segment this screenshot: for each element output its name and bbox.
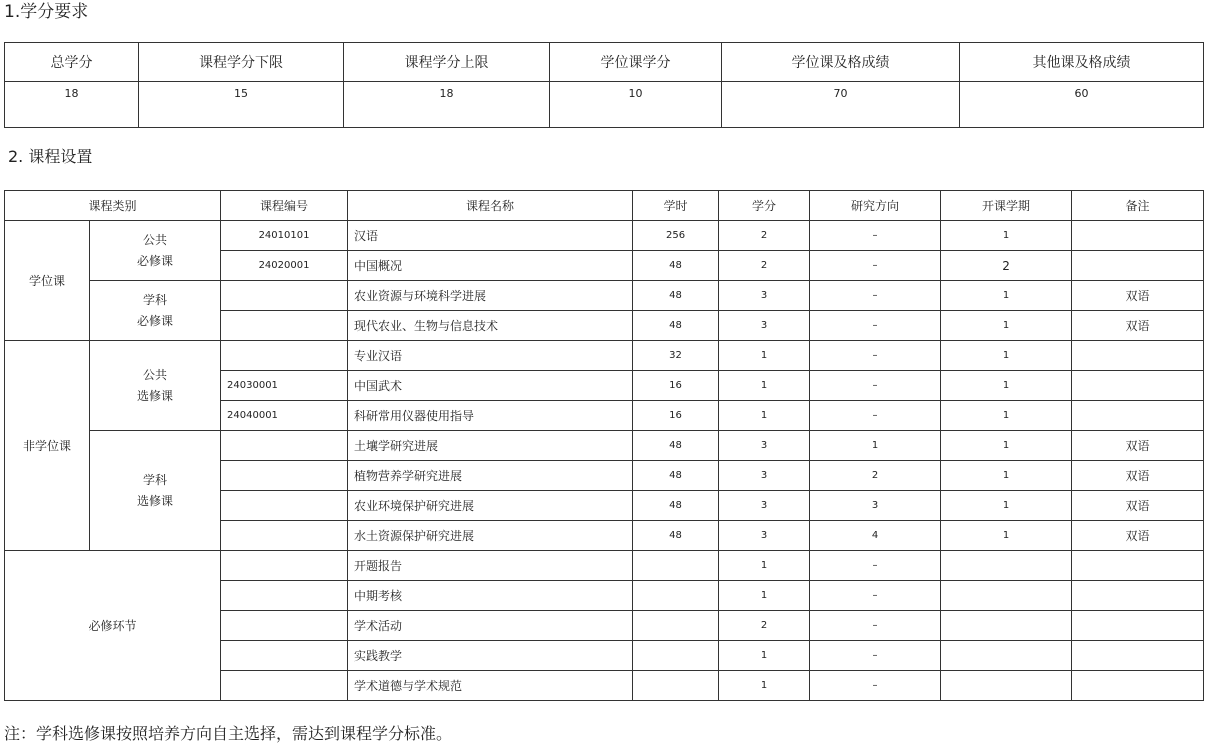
course-credit: 2 bbox=[719, 221, 810, 251]
header-direction: 研究方向 bbox=[810, 191, 941, 221]
course-credit: 1 bbox=[719, 401, 810, 431]
course-credit: 1 bbox=[719, 341, 810, 371]
course-term: 1 bbox=[941, 491, 1072, 521]
value-other-pass-score: 60 bbox=[960, 82, 1204, 128]
header-course-credit-min: 课程学分下限 bbox=[139, 43, 344, 82]
header-course-credit-max: 课程学分上限 bbox=[344, 43, 550, 82]
course-note bbox=[1072, 341, 1204, 371]
value-course-credit-min: 15 bbox=[139, 82, 344, 128]
course-hours: 48 bbox=[633, 521, 719, 551]
course-direction: – bbox=[810, 281, 941, 311]
course-direction: – bbox=[810, 671, 941, 701]
course-term: 1 bbox=[941, 371, 1072, 401]
course-note bbox=[1072, 221, 1204, 251]
course-credit: 3 bbox=[719, 521, 810, 551]
course-code bbox=[221, 611, 348, 641]
course-direction: 4 bbox=[810, 521, 941, 551]
course-note bbox=[1072, 581, 1204, 611]
course-header-row bbox=[5, 191, 1204, 221]
course-name: 开题报告 bbox=[348, 551, 633, 581]
course-hours bbox=[633, 551, 719, 581]
course-code bbox=[221, 551, 348, 581]
course-name: 现代农业、生物与信息技术 bbox=[348, 311, 633, 341]
subgroup-public-elective: 公共 选修课 bbox=[90, 341, 221, 431]
group-degree-courses: 学位课 bbox=[5, 221, 90, 341]
course-credit: 1 bbox=[719, 581, 810, 611]
value-course-credit-max: 18 bbox=[344, 82, 550, 128]
course-hours: 16 bbox=[633, 401, 719, 431]
header-other-pass-score: 其他课及格成绩 bbox=[960, 43, 1204, 82]
course-code bbox=[221, 281, 348, 311]
course-name: 中国概况 bbox=[348, 251, 633, 281]
course-code bbox=[221, 311, 348, 341]
course-term bbox=[941, 551, 1072, 581]
course-note: 双语 bbox=[1072, 521, 1204, 551]
header-degree-course-credits: 学位课学分 bbox=[550, 43, 722, 82]
credit-requirements-table bbox=[4, 42, 1204, 128]
course-note: 双语 bbox=[1072, 431, 1204, 461]
subgroup-public-required: 公共 必修课 bbox=[90, 221, 221, 281]
course-term: 1 bbox=[941, 221, 1072, 251]
course-name: 水土资源保护研究进展 bbox=[348, 521, 633, 551]
course-direction: – bbox=[810, 251, 941, 281]
course-code bbox=[221, 581, 348, 611]
group-non-degree-courses: 非学位课 bbox=[5, 341, 90, 551]
course-note bbox=[1072, 371, 1204, 401]
course-code: 24020001 bbox=[221, 251, 348, 281]
header-total-credits: 总学分 bbox=[5, 43, 139, 82]
course-term: 1 bbox=[941, 461, 1072, 491]
course-term bbox=[941, 581, 1072, 611]
header-category: 课程类别 bbox=[5, 191, 221, 221]
table-row bbox=[5, 281, 1204, 311]
course-note: 双语 bbox=[1072, 491, 1204, 521]
course-note: 双语 bbox=[1072, 311, 1204, 341]
course-hours: 48 bbox=[633, 461, 719, 491]
course-direction: – bbox=[810, 581, 941, 611]
course-hours: 48 bbox=[633, 311, 719, 341]
course-credit: 3 bbox=[719, 461, 810, 491]
course-direction: – bbox=[810, 551, 941, 581]
course-note: 双语 bbox=[1072, 281, 1204, 311]
course-credit: 1 bbox=[719, 371, 810, 401]
course-credit: 1 bbox=[719, 551, 810, 581]
course-credit: 3 bbox=[719, 431, 810, 461]
course-direction: – bbox=[810, 341, 941, 371]
course-code bbox=[221, 431, 348, 461]
course-direction: – bbox=[810, 401, 941, 431]
course-term: 1 bbox=[941, 311, 1072, 341]
course-term: 1 bbox=[941, 521, 1072, 551]
course-hours: 256 bbox=[633, 221, 719, 251]
course-hours bbox=[633, 611, 719, 641]
course-credit: 3 bbox=[719, 491, 810, 521]
course-name: 学术道德与学术规范 bbox=[348, 671, 633, 701]
course-code bbox=[221, 461, 348, 491]
course-credit: 1 bbox=[719, 641, 810, 671]
header-term: 开课学期 bbox=[941, 191, 1072, 221]
value-degree-course-credits: 10 bbox=[550, 82, 722, 128]
course-note bbox=[1072, 671, 1204, 701]
course-hours: 48 bbox=[633, 281, 719, 311]
course-direction: – bbox=[810, 641, 941, 671]
header-degree-pass-score: 学位课及格成绩 bbox=[722, 43, 960, 82]
course-note bbox=[1072, 401, 1204, 431]
course-code: 24040001 bbox=[221, 401, 348, 431]
course-credit: 1 bbox=[719, 671, 810, 701]
course-note bbox=[1072, 611, 1204, 641]
course-name: 中期考核 bbox=[348, 581, 633, 611]
course-direction: – bbox=[810, 611, 941, 641]
course-hours bbox=[633, 671, 719, 701]
course-direction: 2 bbox=[810, 461, 941, 491]
value-degree-pass-score: 70 bbox=[722, 82, 960, 128]
course-hours: 48 bbox=[633, 491, 719, 521]
course-term: 1 bbox=[941, 401, 1072, 431]
table-row bbox=[5, 341, 1204, 371]
course-note bbox=[1072, 551, 1204, 581]
course-credit: 2 bbox=[719, 611, 810, 641]
course-name: 专业汉语 bbox=[348, 341, 633, 371]
course-hours: 32 bbox=[633, 341, 719, 371]
table-row bbox=[5, 551, 1204, 581]
course-name: 中国武术 bbox=[348, 371, 633, 401]
course-name: 植物营养学研究进展 bbox=[348, 461, 633, 491]
header-note: 备注 bbox=[1072, 191, 1204, 221]
credit-value-row bbox=[5, 82, 1204, 128]
course-term bbox=[941, 641, 1072, 671]
course-direction: 1 bbox=[810, 431, 941, 461]
course-name: 土壤学研究进展 bbox=[348, 431, 633, 461]
table-row bbox=[5, 221, 1204, 251]
course-name: 农业环境保护研究进展 bbox=[348, 491, 633, 521]
header-code: 课程编号 bbox=[221, 191, 348, 221]
section-1-title: 1.学分要求 bbox=[4, 2, 89, 22]
footnote: 注：学科选修课按照培养方向自主选择，需达到课程学分标准。 bbox=[4, 724, 453, 743]
course-direction: – bbox=[810, 371, 941, 401]
course-term: 1 bbox=[941, 341, 1072, 371]
course-code bbox=[221, 671, 348, 701]
course-name: 农业资源与环境科学进展 bbox=[348, 281, 633, 311]
course-code bbox=[221, 491, 348, 521]
group-required-links: 必修环节 bbox=[5, 551, 221, 701]
course-name: 实践教学 bbox=[348, 641, 633, 671]
course-note bbox=[1072, 251, 1204, 281]
header-hours: 学时 bbox=[633, 191, 719, 221]
course-direction: – bbox=[810, 311, 941, 341]
course-name: 科研常用仪器使用指导 bbox=[348, 401, 633, 431]
course-direction: – bbox=[810, 221, 941, 251]
course-note bbox=[1072, 641, 1204, 671]
header-name: 课程名称 bbox=[348, 191, 633, 221]
course-hours: 48 bbox=[633, 251, 719, 281]
course-code bbox=[221, 641, 348, 671]
course-term bbox=[941, 671, 1072, 701]
course-term: 1 bbox=[941, 431, 1072, 461]
course-credit: 2 bbox=[719, 251, 810, 281]
subgroup-discipline-elective: 学科 选修课 bbox=[90, 431, 221, 551]
course-table bbox=[4, 190, 1204, 701]
header-credit: 学分 bbox=[719, 191, 810, 221]
course-direction: 3 bbox=[810, 491, 941, 521]
course-code bbox=[221, 341, 348, 371]
table-row bbox=[5, 431, 1204, 461]
subgroup-discipline-required: 学科 必修课 bbox=[90, 281, 221, 341]
course-credit: 3 bbox=[719, 311, 810, 341]
course-code bbox=[221, 521, 348, 551]
course-note: 双语 bbox=[1072, 461, 1204, 491]
credit-header-row bbox=[5, 43, 1204, 82]
course-name: 汉语 bbox=[348, 221, 633, 251]
course-term: 2 bbox=[941, 251, 1072, 281]
course-code: 24010101 bbox=[221, 221, 348, 251]
course-name: 学术活动 bbox=[348, 611, 633, 641]
course-hours: 48 bbox=[633, 431, 719, 461]
course-term bbox=[941, 611, 1072, 641]
course-hours bbox=[633, 581, 719, 611]
course-hours: 16 bbox=[633, 371, 719, 401]
section-2-title: 2. 课程设置 bbox=[8, 147, 93, 166]
course-credit: 3 bbox=[719, 281, 810, 311]
value-total-credits: 18 bbox=[5, 82, 139, 128]
course-hours bbox=[633, 641, 719, 671]
course-code: 24030001 bbox=[221, 371, 348, 401]
course-term: 1 bbox=[941, 281, 1072, 311]
